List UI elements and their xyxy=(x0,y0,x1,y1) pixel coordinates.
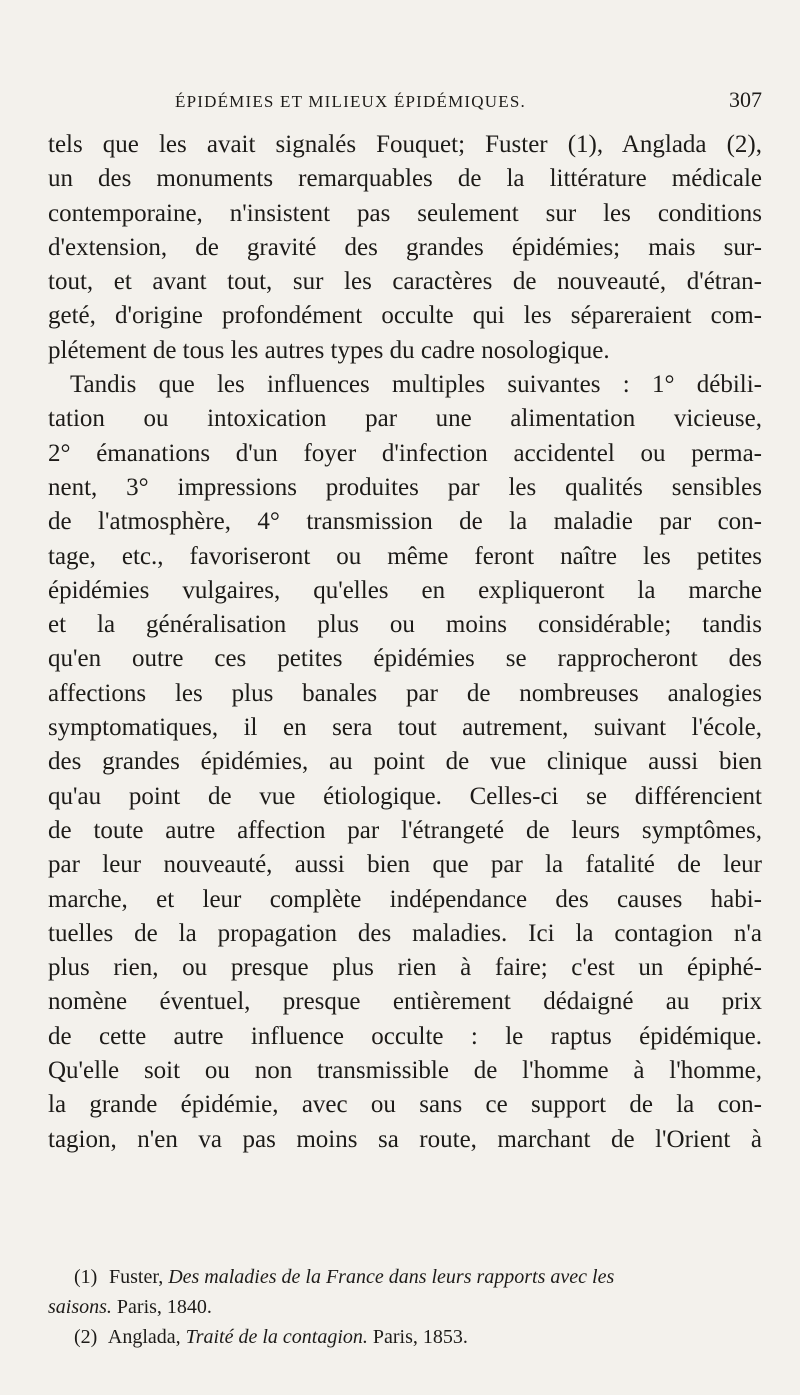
text-line: affections les plus banales par de nombreuses analogies xyxy=(48,679,762,707)
text-line: tout, et avant tout, sur les caractères de nouveauté, d'étran- xyxy=(48,268,762,296)
footnote-1-title-cont: saisons. xyxy=(48,1296,112,1318)
text-line: nomène éventuel, presque entièrement dédaigné au prix xyxy=(48,988,762,1016)
text-line: qu'au point de vue étiologique. Celles-ci se différencient xyxy=(48,782,762,810)
text-line: tagion, n'en va pas moins sa route, marchant de l'Orient à xyxy=(48,1125,762,1153)
text-line: marche, et leur complète indépendance des causes habi- xyxy=(48,885,762,913)
paragraph-start-line: Tandis que les influences multiples suivantes : 1° débili- xyxy=(70,371,762,399)
footnote-2-author: Anglada, xyxy=(107,1326,181,1348)
text-line: tation ou intoxication par une alimentation vicieuse, xyxy=(48,405,762,433)
text-line: plus rien, ou presque plus rien à faire; c'est un épiphé- xyxy=(48,954,762,982)
text-line: la grande épidémie, avec ou sans ce support de la con- xyxy=(48,1091,762,1119)
text-line: plétement de tous les autres types du cadre nosologique. xyxy=(48,336,610,364)
text-line: un des monuments remarquables de la littérature médicale xyxy=(48,165,762,193)
body-text xyxy=(48,128,762,1157)
text-line: qu'en outre ces petites épidémies se rapprocheront des xyxy=(48,645,762,673)
text-line: de toute autre affection par l'étrangeté de leurs symptômes, xyxy=(48,816,762,844)
footnote-2 xyxy=(48,1322,762,1352)
text-line: 2° émanations d'un foyer d'infection accidentel ou perma- xyxy=(48,439,762,467)
text-line: des grandes épidémies, au point de vue clinique aussi bien xyxy=(48,748,762,776)
text-line: geté, d'origine profondément occulte qui les sépareraient com- xyxy=(48,302,762,330)
text-line: et la généralisation plus ou moins considérable; tandis xyxy=(48,611,762,639)
text-line: contemporaine, n'insistent pas seulement sur les conditions xyxy=(48,199,762,227)
text-line: épidémies vulgaires, qu'elles en expliqueront la marche xyxy=(48,576,762,604)
text-line: Qu'elle soit ou non transmissible de l'homme à l'homme, xyxy=(48,1057,762,1085)
footnote-1-publication: Paris, 1840. xyxy=(116,1296,212,1318)
text-line: tuelles de la propagation des maladies. Ici la contagion n'a xyxy=(48,919,762,947)
footnotes xyxy=(48,1262,762,1352)
text-line: par leur nouveauté, aussi bien que par la fatalité de leur xyxy=(48,851,762,879)
footnote-2-title: Traité de la contagion. xyxy=(185,1326,368,1348)
text-line: de l'atmosphère, 4° transmission de la maladie par con- xyxy=(48,508,762,536)
footnote-2-number: (2) xyxy=(74,1326,98,1348)
text-line: tels que les avait signalés Fouquet; Fuster (1), Anglada (2), xyxy=(48,131,762,158)
footnote-1-number: (1) xyxy=(74,1266,98,1288)
text-line: de cette autre influence occulte : le raptus épidémique. xyxy=(48,1022,762,1050)
text-line: tage, etc., favoriseront ou même feront naître les petites xyxy=(48,542,762,570)
running-title: ÉPIDÉMIES ET MILIEUX ÉPIDÉMIQUES. xyxy=(175,92,526,111)
footnote-1 xyxy=(48,1262,762,1292)
footnote-2-publication: Paris, 1853. xyxy=(372,1326,468,1348)
footnote-1-title: Des maladies de la France dans leurs rapports avec les xyxy=(168,1266,615,1288)
text-line: nent, 3° impressions produites par les qualités sensibles xyxy=(48,473,762,501)
footnote-1-author: Fuster, xyxy=(109,1266,164,1288)
page-number: 307 xyxy=(729,87,762,112)
page-header xyxy=(48,87,762,122)
footnote-1-continuation xyxy=(48,1292,762,1322)
text-line: symptomatiques, il en sera tout autrement, suivant l'école, xyxy=(48,714,762,742)
text-line: d'extension, de gravité des grandes épidémies; mais sur- xyxy=(48,233,762,261)
